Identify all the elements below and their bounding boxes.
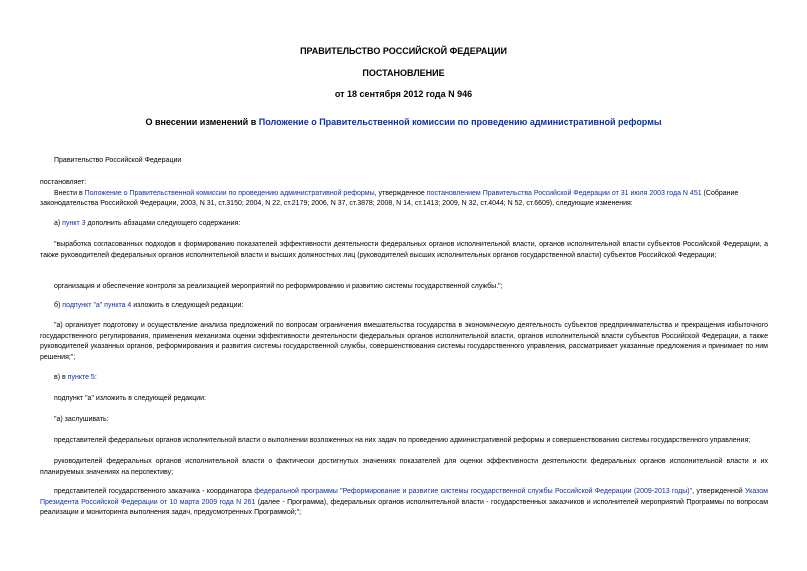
last-text-3: (далее - Программа), федеральных органов исполнительной власти - государственных заказчиков и исполнителей мероприятий Программы по вопросам реализации и мониторинга выполнения задач, предусмотренных Программой;"; bbox=[40, 498, 769, 516]
item-a-paragraph bbox=[40, 219, 768, 230]
title-regulation-link[interactable]: Положение о Правительственной комиссии по проведению административной реформы bbox=[258, 117, 662, 127]
item-a-text-1: а) bbox=[54, 220, 63, 227]
decree-text bbox=[40, 189, 768, 210]
decree-paragraph bbox=[40, 178, 768, 210]
item-v-subclause: подпункт "а" изложить в следующей редакции: bbox=[54, 395, 206, 402]
authority-heading: ПРАВИТЕЛЬСТВО РОССИЙСКОЙ ФЕДЕРАЦИИ bbox=[300, 46, 507, 56]
federal-program-link[interactable]: федеральной программы "Реформирование и развитие системы государственной службы Российской Федерации (2009-2013 годы)" bbox=[254, 488, 693, 495]
resolution-451-link[interactable]: постановлением Правительства Российской Федерации от 31 июля 2003 года N 451 bbox=[426, 189, 702, 197]
quote-paragraph-2: организация и обеспечение контроля за реализацией мероприятий по реформированию и развитию системы государственной службы."; bbox=[54, 283, 503, 290]
date-number-heading: от 18 сентября 2012 года N 946 bbox=[334, 89, 473, 99]
last-text-1: представителей государственного заказчика - координатора bbox=[54, 488, 255, 495]
item-v-paragraph bbox=[40, 373, 768, 384]
item-v-text-2: : bbox=[94, 374, 97, 381]
subclause-a-clause-4-link[interactable]: подпункт "а" пункта 4 bbox=[62, 302, 132, 309]
item-v-text-1: в) в bbox=[54, 374, 68, 381]
item-b-text-2: изложить в следующей редакции: bbox=[131, 302, 244, 309]
quote-paragraph-3: "а) организует подготовку и осуществление анализа предложений по вопросам ограничения вмешательства государства в экономическую деятельность субъектов предпринимательства и прекращения избыточного государственного регулирования, применения механизма оценки эффективности деятельности федеральных органов исполнительной власти, органов исполнительной власти субъектов Российской Федерации, а также руководителей указанных органов, реформирования и развития системы государственной службы, совершенствования системы государственного управления, рассматривает указанные предложения и принимает по ним решения;"; bbox=[40, 322, 768, 361]
quote-paragraph-7 bbox=[40, 487, 768, 519]
item-b-paragraph bbox=[40, 301, 768, 312]
presidential-decree-link[interactable]: Указом Президента Российской Федерации от 10 марта 2009 года N 261 bbox=[40, 488, 768, 506]
decree-lead: постановляет: bbox=[40, 179, 87, 186]
decree-text-3: (Собрание законодательства Российской Федерации, 2003, N 31, ст.3150; 2004, N 22, ст.2179; 2006, N 37, ст.3878; 2008, N 14, ст.1413; 2009, N 32, ст.4044; N 52, ст.6609), следующие изменения: bbox=[40, 189, 739, 207]
quote-paragraph-1: "выработка согласованных подходов к формированию показателей эффективности деятельности федеральных органов исполнительной власти, органов исполнительной власти субъектов Российской Федерации, а также руководителей федеральных органов исполнительной власти и высших должностных лиц (руководителей высших исполнительных органов государственной власти) субъектов Российской Федерации; bbox=[40, 241, 768, 259]
clause-5-link[interactable]: пункте 5 bbox=[67, 374, 95, 381]
document-type-heading: ПОСТАНОВЛЕНИЕ bbox=[362, 68, 445, 78]
government-paragraph: Правительство Российской Федерации bbox=[54, 157, 182, 164]
item-a-text-2: дополнить абзацами следующего содержания: bbox=[85, 220, 241, 227]
title-prefix: О внесении изменений в bbox=[145, 117, 259, 127]
decree-text-2: , утвержденное bbox=[374, 189, 427, 197]
regulation-link[interactable]: Положение о Правительственной комиссии по проведению административной реформы bbox=[84, 189, 375, 197]
decree-text-1: Внести в bbox=[54, 189, 85, 197]
document-title bbox=[0, 117, 807, 128]
last-text-2: , утвержденной bbox=[692, 488, 745, 495]
clause-3-link[interactable]: пункт 3 bbox=[62, 220, 86, 227]
quote-paragraph-5: представителей федеральных органов исполнительной власти о выполнении возложенных на них задач по проведению административной реформы и совершенствованию системы государственного управления; bbox=[54, 437, 751, 444]
quote-paragraph-4: "а) заслушивать: bbox=[54, 416, 109, 423]
item-b-text-1: б) bbox=[54, 302, 63, 309]
quote-paragraph-6: руководителей федеральных органов исполнительной власти о фактически достигнутых значениях показателей для оценки эффективности деятельности федеральных органов исполнительной власти и их планируемых значениях на перспективу; bbox=[40, 458, 768, 476]
